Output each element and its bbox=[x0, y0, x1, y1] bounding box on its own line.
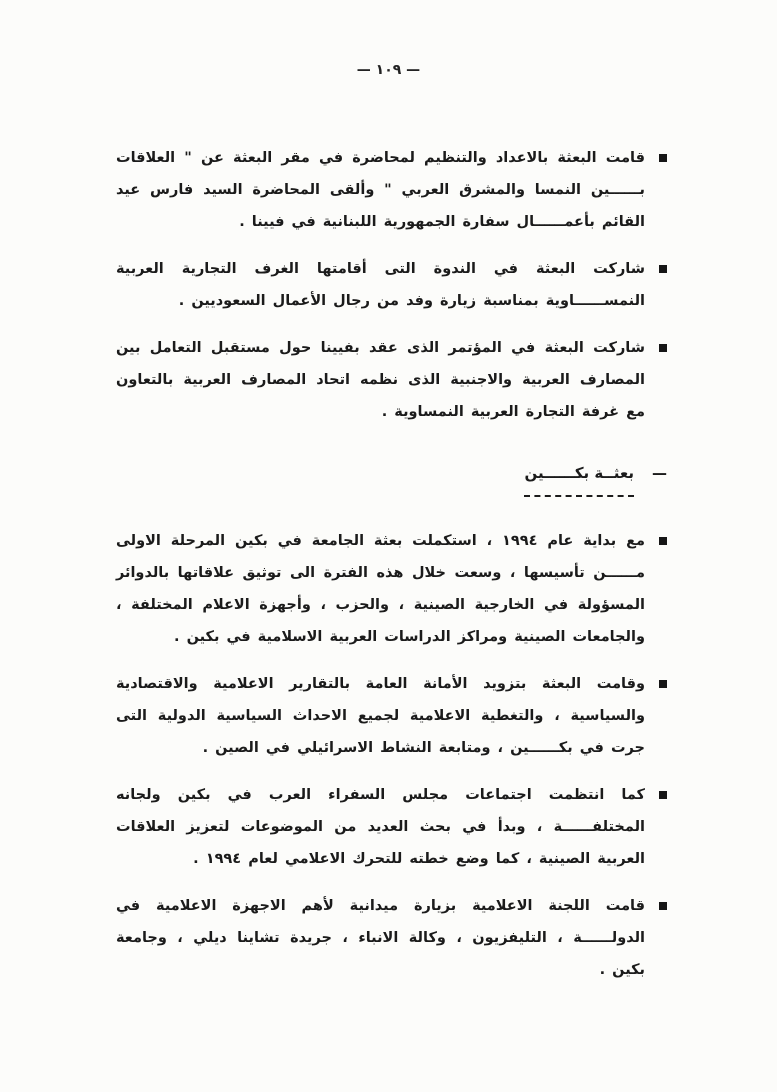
section-heading-row bbox=[116, 458, 667, 497]
bullet-item bbox=[116, 890, 667, 986]
bullet-item bbox=[116, 779, 667, 875]
paragraph-text: شاركت البعثة في المؤتمر الذى عقد بفيينا حول مستقبل التعامل بين المصارف العربية والاجنبية الذى نظمه اتحاد المصارف العربية بالتعاون مع غرفة التجارة العربية النمساوية . bbox=[116, 340, 645, 420]
bullet-item bbox=[116, 253, 667, 317]
bullet-item bbox=[116, 525, 667, 653]
page-number: — ١٠٩ — bbox=[356, 62, 421, 78]
document-content bbox=[116, 142, 667, 1001]
square-bullet-icon bbox=[659, 791, 667, 799]
section-heading-beijing-mission: بعثــة بكــــــين bbox=[524, 458, 634, 497]
paragraph-text: قامت اللجنة الاعلامية بزيارة ميدانية لأهم الاجهزة الاعلامية في الدولــــــة ، التليفزيون ، وكالة الانباء ، جريدة تشاينا ديلي ، وجامعة بكين . bbox=[116, 898, 645, 978]
square-bullet-icon bbox=[659, 154, 667, 162]
square-bullet-icon bbox=[659, 902, 667, 910]
bullet-item bbox=[116, 142, 667, 238]
square-bullet-icon bbox=[659, 344, 667, 352]
square-bullet-icon bbox=[659, 680, 667, 688]
paragraph-text: كما انتظمت اجتماعات مجلس السفراء العرب في بكين ولجانه المختلفــــــة ، وبدأ في بحث العديد من الموضوعات لتعزيز العلاقات العربية الصينية ، كما وضع خطته للتحرك الاعلامي لعام ١٩٩٤ . bbox=[116, 787, 645, 867]
bullet-item bbox=[116, 332, 667, 428]
square-bullet-icon bbox=[659, 265, 667, 273]
paragraph-text: وقامت البعثة بتزويد الأمانة العامة بالتقارير الاعلامية والاقتصادية والسياسية ، والتغطية الاعلامية لجميع الاحداث السياسية الدولية التى جرت في بكــــــين ، ومتابعة النشاط الاسرائيلي في الصين . bbox=[116, 676, 645, 756]
paragraph-text: شاركت البعثة في الندوة التى أقامتها الغرف التجارية العربية النمســــــاوية بمناسبة زيارة وفد من رجال الأعمال السعوديين . bbox=[116, 261, 645, 309]
paragraph-text: قامت البعثة بالاعداد والتنظيم لمحاضرة في مقر البعثة عن " العلاقات بــــــين النمسا والمشرق العربي " وألقى المحاضرة السيد فارس عيد القائم بأعمــــــال سفارة الجمهورية اللبنانية في فيينا . bbox=[116, 150, 645, 230]
heading-dash-icon: — bbox=[652, 464, 667, 482]
square-bullet-icon bbox=[659, 537, 667, 545]
paragraph-text: مع بداية عام ١٩٩٤ ، استكملت بعثة الجامعة في بكين المرحلة الاولى مــــــن تأسيسها ، وسعت خلال هذه الفترة الى توثيق علاقاتها بالدوائر المسؤولة في الخارجية الصينية ، والحزب ، وأجهزة الاعلام المختلفة ، والجامعات الصينية ومراكز الدراسات العربية الاسلامية في بكين . bbox=[116, 533, 645, 645]
bullet-item bbox=[116, 668, 667, 764]
